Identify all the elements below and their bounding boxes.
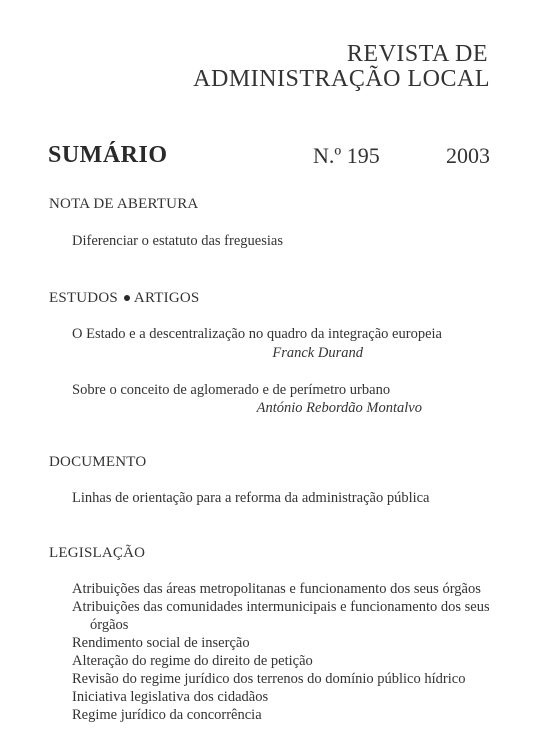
contents-entry: Atribuições das comunidades intermunicipais e funcionamento dos seus bbox=[72, 599, 490, 615]
contents-entry: Regime jurídico da concorrência bbox=[72, 707, 262, 723]
page-title: SUMÁRIO bbox=[48, 142, 168, 168]
article-author: António Rebordão Montalvo bbox=[256, 400, 422, 416]
bullet-dot-icon bbox=[124, 295, 130, 301]
section-heading-estudos-artigos bbox=[49, 290, 199, 307]
article-author: Franck Durand bbox=[272, 345, 363, 361]
section-heading-legislacao: LEGISLAÇÃO bbox=[49, 545, 146, 561]
contents-entry-continuation: órgãos bbox=[90, 617, 129, 633]
contents-entry: O Estado e a descentralização no quadro da integração europeia bbox=[72, 326, 442, 342]
section-heading-part: ESTUDOS bbox=[49, 290, 118, 306]
contents-entry: Linhas de orientação para a reforma da administração pública bbox=[72, 490, 430, 506]
contents-entry: Diferenciar o estatuto das freguesias bbox=[72, 233, 283, 249]
journal-title-line-1: REVISTA DE bbox=[346, 41, 488, 67]
contents-entry: Rendimento social de inserção bbox=[72, 635, 250, 651]
contents-entry: Alteração do regime do direito de petição bbox=[72, 653, 313, 669]
section-heading-nota-de-abertura: NOTA DE ABERTURA bbox=[49, 196, 199, 212]
contents-entry: Sobre o conceito de aglomerado e de perímetro urbano bbox=[72, 382, 391, 398]
contents-entry: Revisão do regime jurídico dos terrenos do domínio público hídrico bbox=[72, 671, 466, 687]
issue-year: 2003 bbox=[446, 143, 490, 168]
issue-number: N.º 195 bbox=[313, 143, 380, 168]
section-heading-documento: DOCUMENTO bbox=[49, 454, 147, 470]
journal-title-line-2: ADMINISTRAÇÃO LOCAL bbox=[193, 66, 490, 92]
contents-entry: Iniciativa legislativa dos cidadãos bbox=[72, 689, 269, 705]
contents-entry: Atribuições das áreas metropolitanas e funcionamento dos seus órgãos bbox=[72, 581, 481, 597]
section-heading-part: ARTIGOS bbox=[133, 290, 200, 306]
